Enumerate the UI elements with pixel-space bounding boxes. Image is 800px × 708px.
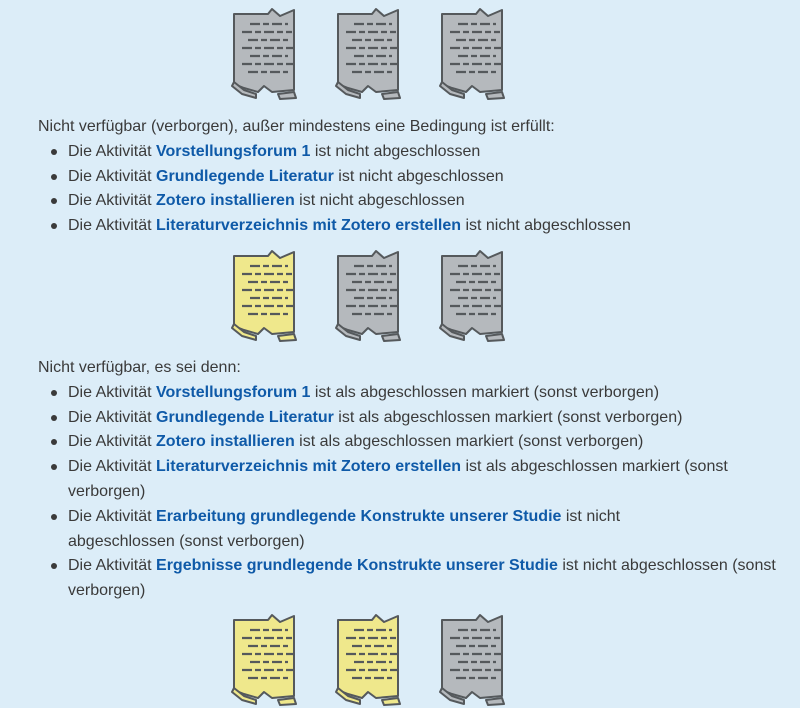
condition-intro: Nicht verfügbar (verborgen), außer mindestens eine Bedingung ist erfüllt: xyxy=(38,118,555,135)
condition-prefix: Die Aktivität xyxy=(68,458,157,476)
puzzle-piece-icon xyxy=(228,248,300,342)
condition-suffix: ist nicht abgeschlossen (sonst verborgen) xyxy=(68,557,776,600)
condition-suffix: ist als abgeschlossen markiert (sonst verborgen) xyxy=(333,408,683,426)
condition-block xyxy=(38,356,790,604)
condition-item xyxy=(68,140,790,165)
condition-prefix: Die Aktivität xyxy=(68,433,157,451)
condition-suffix: ist als abgeschlossen markiert (sonst verborgen) xyxy=(68,458,728,500)
condition-suffix: ist nicht abgeschlossen xyxy=(310,142,481,160)
activity-link[interactable]: Ergebnisse grundlegende Konstrukte unserer Studie xyxy=(156,557,558,575)
condition-item xyxy=(68,505,790,555)
activity-link[interactable]: Literaturverzeichnis mit Zotero erstellen xyxy=(156,217,462,235)
activity-link[interactable]: Grundlegende Literatur xyxy=(156,167,334,185)
condition-prefix: Die Aktivität xyxy=(68,507,157,525)
activity-link[interactable]: Zotero installieren xyxy=(156,433,295,451)
condition-list xyxy=(38,381,790,604)
condition-suffix: ist nicht abgeschlossen (sonst verborgen) xyxy=(68,507,621,550)
condition-intro: Nicht verfügbar, es sei denn: xyxy=(38,359,241,376)
condition-prefix: Die Aktivität xyxy=(68,557,157,575)
activity-link[interactable]: Grundlegende Literatur xyxy=(156,408,334,426)
puzzle-piece-icon xyxy=(436,248,508,342)
activity-link[interactable]: Erarbeitung grundlegende Konstrukte unserer Studie xyxy=(156,507,562,525)
condition-item xyxy=(68,189,790,214)
condition-item xyxy=(68,406,790,431)
activity-link[interactable]: Vorstellungsforum 1 xyxy=(156,383,311,401)
condition-prefix: Die Aktivität xyxy=(68,192,157,210)
condition-prefix: Die Aktivität xyxy=(68,167,157,185)
puzzle-piece-icon xyxy=(436,6,508,100)
activity-link[interactable]: Zotero installieren xyxy=(156,192,295,210)
condition-item xyxy=(68,214,790,239)
condition-suffix: ist nicht abgeschlossen xyxy=(333,167,504,185)
condition-item xyxy=(68,455,790,505)
condition-prefix: Die Aktivität xyxy=(68,408,157,426)
condition-item xyxy=(68,554,790,604)
condition-block xyxy=(38,115,790,239)
puzzle-piece-icon xyxy=(436,612,508,706)
condition-prefix: Die Aktivität xyxy=(68,217,157,235)
puzzle-piece-icon xyxy=(332,612,404,706)
condition-prefix: Die Aktivität xyxy=(68,142,157,160)
activity-link[interactable]: Literaturverzeichnis mit Zotero erstellen xyxy=(156,458,462,476)
activity-link[interactable]: Vorstellungsforum 1 xyxy=(156,142,311,160)
puzzle-piece-icon xyxy=(228,6,300,100)
condition-item xyxy=(68,381,790,406)
puzzle-piece-icon xyxy=(332,6,404,100)
puzzle-piece-icon xyxy=(332,248,404,342)
condition-item xyxy=(68,430,790,455)
condition-list xyxy=(38,140,790,239)
condition-suffix: ist als abgeschlossen markiert (sonst verborgen) xyxy=(294,433,644,451)
condition-suffix: ist nicht abgeschlossen xyxy=(294,192,465,210)
condition-suffix: ist als abgeschlossen markiert (sonst verborgen) xyxy=(310,383,660,401)
condition-item xyxy=(68,165,790,190)
puzzle-piece-icon xyxy=(228,612,300,706)
condition-prefix: Die Aktivität xyxy=(68,383,157,401)
condition-suffix: ist nicht abgeschlossen xyxy=(461,217,631,235)
